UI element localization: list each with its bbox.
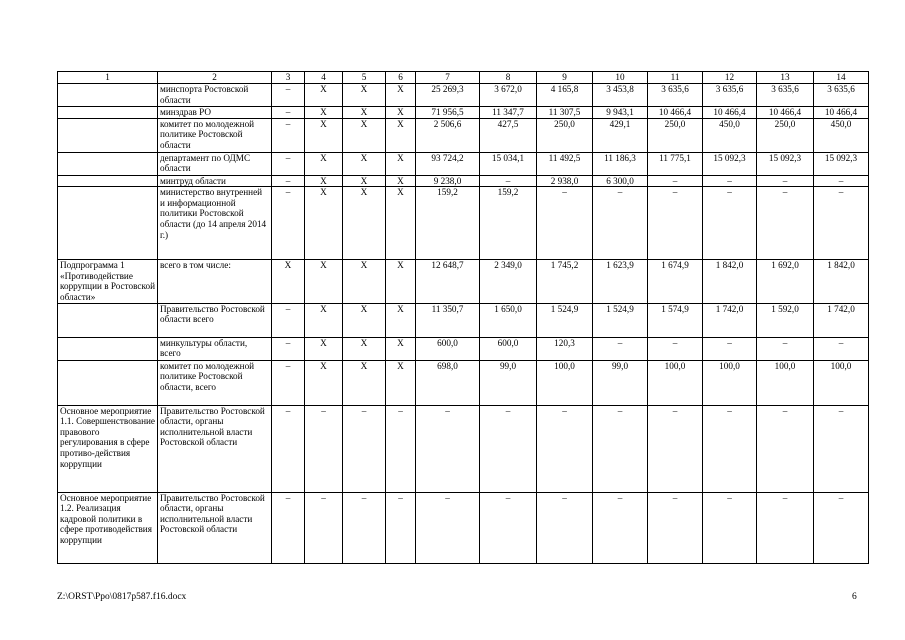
amount-cell: 3 635,6: [703, 84, 757, 107]
program-cell: [58, 84, 158, 107]
amount-cell: –: [537, 405, 593, 492]
executor-cell: минтруд области: [158, 175, 272, 187]
table-row: [58, 303, 869, 337]
amount-cell: 11 307,5: [537, 107, 593, 119]
code-cell: Х: [386, 303, 416, 337]
program-cell: [58, 175, 158, 187]
code-cell: Х: [305, 260, 343, 303]
executor-cell: комитет по молодежной политике Ростовской области, всего: [158, 360, 272, 405]
amount-cell: 698,0: [416, 360, 480, 405]
code-cell: Х: [343, 303, 386, 337]
amount-cell: 1 842,0: [814, 260, 869, 303]
code-cell: –: [272, 107, 305, 119]
amount-cell: –: [593, 187, 648, 260]
code-cell: –: [305, 405, 343, 492]
program-cell: [58, 187, 158, 260]
code-cell: Х: [386, 187, 416, 260]
amount-cell: –: [814, 492, 869, 563]
executor-cell: министерство внутренней и информационной политики Ростовской области (до 14 апреля 2014 г.): [158, 187, 272, 260]
amount-cell: 11 186,3: [593, 152, 648, 175]
amount-cell: –: [703, 337, 757, 360]
code-cell: –: [272, 175, 305, 187]
amount-cell: –: [814, 187, 869, 260]
amount-cell: –: [648, 187, 703, 260]
table-row: [58, 492, 869, 563]
amount-cell: 120,3: [537, 337, 593, 360]
amount-cell: 2 506,6: [416, 118, 480, 152]
amount-cell: 9 238,0: [416, 175, 480, 187]
code-cell: Х: [386, 107, 416, 119]
code-cell: –: [272, 360, 305, 405]
code-cell: –: [386, 405, 416, 492]
amount-cell: –: [480, 405, 537, 492]
header-cell: 14: [814, 72, 869, 84]
amount-cell: –: [703, 405, 757, 492]
footer-file-path: Z:\ORST\Ppo\0817p587.f16.docx: [57, 592, 187, 602]
amount-cell: 11 775,1: [648, 152, 703, 175]
code-cell: –: [272, 492, 305, 563]
header-cell: 5: [343, 72, 386, 84]
amount-cell: 10 466,4: [703, 107, 757, 119]
code-cell: –: [343, 492, 386, 563]
amount-cell: 450,0: [703, 118, 757, 152]
amount-cell: 2 938,0: [537, 175, 593, 187]
amount-cell: –: [814, 405, 869, 492]
code-cell: Х: [386, 175, 416, 187]
amount-cell: –: [593, 405, 648, 492]
amount-cell: 3 635,6: [757, 84, 814, 107]
header-row: [58, 72, 869, 84]
amount-cell: 10 466,4: [648, 107, 703, 119]
code-cell: Х: [305, 84, 343, 107]
code-cell: Х: [272, 260, 305, 303]
amount-cell: 3 635,6: [648, 84, 703, 107]
table-body: [58, 72, 869, 564]
amount-cell: –: [757, 405, 814, 492]
code-cell: Х: [305, 152, 343, 175]
program-cell: [58, 107, 158, 119]
code-cell: Х: [343, 187, 386, 260]
header-cell: 9: [537, 72, 593, 84]
amount-cell: 11 350,7: [416, 303, 480, 337]
code-cell: Х: [343, 152, 386, 175]
amount-cell: 600,0: [416, 337, 480, 360]
amount-cell: –: [703, 187, 757, 260]
amount-cell: 427,5: [480, 118, 537, 152]
table-row: [58, 84, 869, 107]
header-cell: 6: [386, 72, 416, 84]
executor-cell: минспорта Ростовской области: [158, 84, 272, 107]
amount-cell: 25 269,3: [416, 84, 480, 107]
amount-cell: 1 623,9: [593, 260, 648, 303]
header-cell: 4: [305, 72, 343, 84]
code-cell: Х: [386, 360, 416, 405]
amount-cell: 600,0: [480, 337, 537, 360]
code-cell: –: [272, 187, 305, 260]
code-cell: Х: [386, 152, 416, 175]
amount-cell: –: [648, 405, 703, 492]
amount-cell: 2 349,0: [480, 260, 537, 303]
amount-cell: 9 943,1: [593, 107, 648, 119]
amount-cell: 1 574,9: [648, 303, 703, 337]
header-cell: 12: [703, 72, 757, 84]
header-cell: 10: [593, 72, 648, 84]
executor-cell: комитет по молодежной политике Ростовской области: [158, 118, 272, 152]
amount-cell: 1 745,2: [537, 260, 593, 303]
amount-cell: –: [480, 492, 537, 563]
program-cell: Подпрограмма 1 «Противодействие коррупции в Ростовской области»: [58, 260, 158, 303]
header-cell: 2: [158, 72, 272, 84]
table-row: [58, 405, 869, 492]
code-cell: Х: [343, 260, 386, 303]
amount-cell: –: [648, 175, 703, 187]
amount-cell: 429,1: [593, 118, 648, 152]
table-row: [58, 360, 869, 405]
code-cell: Х: [343, 360, 386, 405]
program-cell: [58, 360, 158, 405]
amount-cell: 3 453,8: [593, 84, 648, 107]
code-cell: Х: [305, 337, 343, 360]
code-cell: Х: [386, 84, 416, 107]
code-cell: –: [343, 405, 386, 492]
amount-cell: –: [757, 175, 814, 187]
amount-cell: 3 635,6: [814, 84, 869, 107]
program-cell: Основное мероприятие 1.2. Реализация кадровой политики в сфере противодействия коррупции: [58, 492, 158, 563]
amount-cell: 1 592,0: [757, 303, 814, 337]
code-cell: –: [272, 152, 305, 175]
header-cell: 8: [480, 72, 537, 84]
header-cell: 7: [416, 72, 480, 84]
header-cell: 11: [648, 72, 703, 84]
amount-cell: 15 092,3: [814, 152, 869, 175]
amount-cell: –: [703, 175, 757, 187]
amount-cell: –: [648, 337, 703, 360]
code-cell: Х: [386, 260, 416, 303]
amount-cell: 15 034,1: [480, 152, 537, 175]
program-cell: [58, 152, 158, 175]
code-cell: Х: [343, 84, 386, 107]
header-cell: 13: [757, 72, 814, 84]
amount-cell: 93 724,2: [416, 152, 480, 175]
amount-cell: –: [757, 492, 814, 563]
amount-cell: 4 165,8: [537, 84, 593, 107]
amount-cell: 100,0: [757, 360, 814, 405]
amount-cell: –: [416, 405, 480, 492]
amount-cell: –: [648, 492, 703, 563]
header-cell: 3: [272, 72, 305, 84]
amount-cell: 250,0: [757, 118, 814, 152]
amount-cell: 1 692,0: [757, 260, 814, 303]
amount-cell: 12 648,7: [416, 260, 480, 303]
executor-cell: всего в том числе:: [158, 260, 272, 303]
amount-cell: 100,0: [537, 360, 593, 405]
amount-cell: 1 650,0: [480, 303, 537, 337]
amount-cell: 11 492,5: [537, 152, 593, 175]
footer-page-number: 6: [852, 592, 857, 602]
code-cell: –: [272, 118, 305, 152]
code-cell: Х: [343, 337, 386, 360]
amount-cell: –: [757, 337, 814, 360]
amount-cell: 71 956,5: [416, 107, 480, 119]
amount-cell: 1 674,9: [648, 260, 703, 303]
amount-cell: 100,0: [814, 360, 869, 405]
table-row: [58, 337, 869, 360]
amount-cell: –: [757, 187, 814, 260]
table-row: [58, 175, 869, 187]
code-cell: Х: [386, 118, 416, 152]
table-row: [58, 260, 869, 303]
code-cell: Х: [343, 175, 386, 187]
amount-cell: –: [537, 187, 593, 260]
executor-cell: Правительство Ростовской области, органы исполнительной власти Ростовской области: [158, 492, 272, 563]
code-cell: –: [272, 84, 305, 107]
code-cell: Х: [305, 360, 343, 405]
amount-cell: –: [593, 492, 648, 563]
amount-cell: 6 300,0: [593, 175, 648, 187]
amount-cell: –: [814, 337, 869, 360]
executor-cell: Правительство Ростовской области, органы исполнительной власти Ростовской области: [158, 405, 272, 492]
table-row: [58, 152, 869, 175]
header-cell: 1: [58, 72, 158, 84]
amount-cell: 1 842,0: [703, 260, 757, 303]
code-cell: Х: [305, 175, 343, 187]
amount-cell: 3 672,0: [480, 84, 537, 107]
amount-cell: –: [537, 492, 593, 563]
program-cell: Основное мероприятие 1.1. Совершенствование правового регулирования в сфере противо-действия коррупции: [58, 405, 158, 492]
executor-cell: минздрав РО: [158, 107, 272, 119]
amount-cell: 1 524,9: [593, 303, 648, 337]
amount-cell: –: [480, 175, 537, 187]
amount-cell: 15 092,3: [757, 152, 814, 175]
code-cell: Х: [343, 118, 386, 152]
amount-cell: –: [416, 492, 480, 563]
program-cell: [58, 303, 158, 337]
code-cell: Х: [305, 107, 343, 119]
executor-cell: Правительство Ростовской области всего: [158, 303, 272, 337]
amount-cell: –: [814, 175, 869, 187]
amount-cell: 159,2: [416, 187, 480, 260]
budget-table: [57, 71, 869, 564]
executor-cell: минкультуры области, всего: [158, 337, 272, 360]
amount-cell: 11 347,7: [480, 107, 537, 119]
amount-cell: 159,2: [480, 187, 537, 260]
amount-cell: 250,0: [537, 118, 593, 152]
executor-cell: департамент по ОДМС области: [158, 152, 272, 175]
code-cell: Х: [305, 187, 343, 260]
code-cell: Х: [386, 337, 416, 360]
amount-cell: 15 092,3: [703, 152, 757, 175]
code-cell: –: [272, 303, 305, 337]
table-row: [58, 107, 869, 119]
code-cell: –: [386, 492, 416, 563]
amount-cell: 1 742,0: [814, 303, 869, 337]
amount-cell: 99,0: [480, 360, 537, 405]
program-cell: [58, 118, 158, 152]
code-cell: Х: [305, 303, 343, 337]
code-cell: Х: [305, 118, 343, 152]
table-row: [58, 118, 869, 152]
code-cell: –: [305, 492, 343, 563]
code-cell: –: [272, 405, 305, 492]
code-cell: Х: [343, 107, 386, 119]
program-cell: [58, 337, 158, 360]
amount-cell: 1 742,0: [703, 303, 757, 337]
code-cell: –: [272, 337, 305, 360]
amount-cell: –: [703, 492, 757, 563]
amount-cell: –: [593, 337, 648, 360]
amount-cell: 100,0: [648, 360, 703, 405]
amount-cell: 250,0: [648, 118, 703, 152]
table-row: [58, 187, 869, 260]
amount-cell: 10 466,4: [814, 107, 869, 119]
amount-cell: 100,0: [703, 360, 757, 405]
amount-cell: 99,0: [593, 360, 648, 405]
amount-cell: 1 524,9: [537, 303, 593, 337]
amount-cell: 450,0: [814, 118, 869, 152]
amount-cell: 10 466,4: [757, 107, 814, 119]
